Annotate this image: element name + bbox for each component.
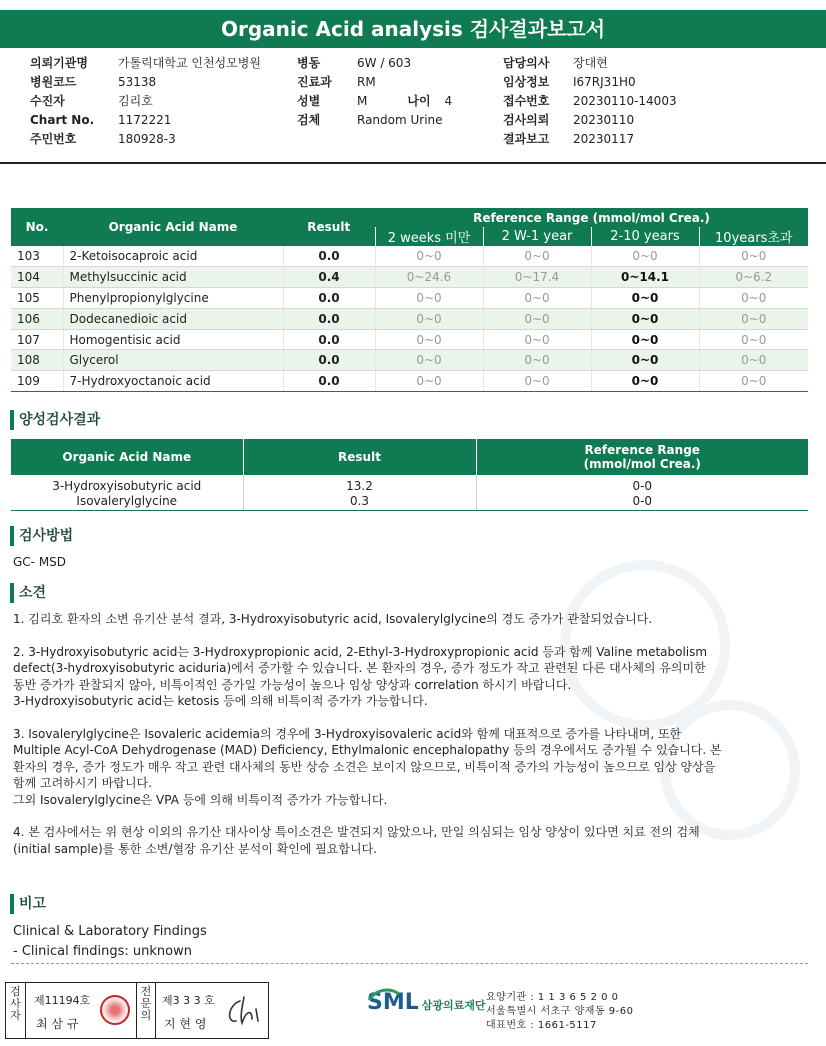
finding-paragraph-2 [13, 644, 803, 710]
table-row [11, 371, 808, 392]
row-name: Methylsuccinic acid [63, 267, 283, 288]
table-row [11, 288, 808, 309]
col-header-reference [476, 439, 808, 475]
row-no: 104 [11, 267, 63, 288]
row-name: 7-Hydroxyoctanoic acid [63, 371, 283, 392]
row-ref: 0~0 [699, 371, 808, 392]
finding-line: 환자의 경우, 증가 정도가 매우 작고 관련 대사체의 동반 상승 소견은 보이지 않으므로, 비특이적 증가의 가능성이 높으므로 임상 양상을 [13, 759, 716, 774]
row-ref: 0~0 [483, 371, 591, 392]
row-ref: 0~0 [483, 246, 591, 267]
row-no: 109 [11, 371, 63, 392]
row-name: 2-Ketoisocaproic acid [63, 246, 283, 267]
sml-logo [367, 990, 486, 1015]
positive-results-table [11, 439, 808, 511]
finding-line: 3-Hydroxyisobutyric acid는 ketosis 등에 의해 비특이적 증가가 가능합니다. [13, 694, 428, 708]
row-result: 0.0 [283, 329, 375, 350]
row-name: Dodecanedioic acid [63, 308, 283, 329]
col-header-result: Result [283, 208, 375, 246]
row-ref: 0~0 [699, 288, 808, 309]
report-title: Organic Acid analysis 검사결과보고서 [0, 10, 826, 48]
approver-label-char: 전 [140, 985, 152, 998]
finding-line: 3. Isovalerylglycine은 Isovaleric acidemia의 경우에 3-Hydroxyisovaleric acid와 함께 대표적으로 증가를 나타내며, 또한 [13, 726, 682, 741]
header-divider [0, 162, 826, 164]
row-no: 106 [11, 308, 63, 329]
examiner-label-char: 검 [10, 985, 21, 998]
approver-label-char: 문 [140, 997, 152, 1010]
examiner-label [6, 983, 26, 1038]
seal-stamp-icon [100, 995, 130, 1025]
table-row [11, 493, 808, 510]
row-ref: 0~0 [483, 308, 591, 329]
row-ref: 0-0 [476, 493, 808, 510]
col-header-name: Organic Acid Name [11, 439, 243, 475]
row-ref: 0~0 [375, 371, 483, 392]
footer-line: 대표번호 : 1661-5117 [486, 1020, 597, 1031]
info-column-3 [503, 54, 677, 149]
row-result: 0.0 [283, 308, 375, 329]
row-ref-active: 0~0 [591, 288, 699, 309]
finding-line: Multiple Acyl-CoA Dehydrogenase (MAD) Deficiency, Ethylmalonic encephalopathy 등의 경우에서도 증가될 수 있습니다. 본 [13, 743, 722, 757]
footer-divider [11, 963, 808, 964]
remarks-line: - Clinical findings: unknown [13, 944, 192, 959]
table-row [11, 475, 808, 493]
info-label: Chart No. [30, 113, 95, 127]
info-label: 병원코드 [30, 75, 77, 89]
remarks-line: Clinical & Laboratory Findings [13, 924, 207, 939]
info-column-1 [30, 54, 261, 149]
info-label: 접수번호 [503, 94, 550, 108]
col-header-name: Organic Acid Name [63, 208, 283, 246]
logo-sml-text: SML [367, 990, 419, 1015]
row-name: 3-Hydroxyisobutyric acid [52, 479, 202, 493]
row-ref: 0~0 [699, 308, 808, 329]
examiner-label-char: 사 [10, 997, 21, 1010]
finding-line: 그외 Isovalerylglycine은 VPA 등에 의해 비특이적 증가가 가능합니다. [13, 792, 388, 807]
row-name: Isovalerylglycine [11, 493, 243, 510]
info-label: 병동 [297, 56, 321, 70]
logo-swoosh-icon [367, 986, 401, 1006]
positive-results-heading: 양성검사결과 [10, 410, 100, 430]
approver-label-char: 의 [140, 1009, 152, 1022]
row-result: 0.0 [283, 350, 375, 371]
findings-heading: 소견 [10, 583, 46, 603]
row-ref: 0~0 [375, 246, 483, 267]
info-value: M [357, 94, 368, 108]
col-header-reference: Reference Range (mmol/mol Crea.) [375, 208, 808, 227]
info-label: 진료과 [297, 75, 332, 89]
info-label: 성별 [297, 94, 321, 108]
info-value: 1172221 [118, 113, 172, 127]
info-value: 20230110 [573, 113, 635, 127]
row-ref: 0~0 [699, 246, 808, 267]
row-ref: 0~0 [483, 350, 591, 371]
row-ref-active: 0~0 [591, 371, 699, 392]
table-row [11, 246, 808, 267]
info-label: 주민번호 [30, 132, 77, 146]
info-value: 가톨릭대학교 인천성모병원 [118, 56, 261, 70]
examiner-name: 최 삼 규 [36, 1017, 79, 1031]
row-no: 108 [11, 350, 63, 371]
approver-id: 제3 3 3 호 [162, 994, 215, 1007]
table-row [11, 267, 808, 288]
row-ref: 0~0 [375, 288, 483, 309]
footer-line: 서울특별시 서초구 양재동 9-60 [486, 1006, 634, 1017]
info-label: 결과보고 [503, 132, 550, 146]
row-result: 0.4 [283, 267, 375, 288]
row-ref: 0~0 [699, 350, 808, 371]
table-row [11, 308, 808, 329]
ref-header-line: Reference Range [584, 443, 700, 457]
finding-paragraph-1 [13, 611, 803, 628]
row-ref: 0~17.4 [483, 267, 591, 288]
info-label: 검사의뢰 [503, 113, 550, 127]
row-ref: 0~0 [483, 329, 591, 350]
approver-label [136, 983, 156, 1038]
col-header-no: No. [11, 208, 63, 246]
row-ref: 0~0 [375, 350, 483, 371]
row-ref: 0~0 [375, 329, 483, 350]
row-name: Glycerol [63, 350, 283, 371]
row-ref: 0~6.2 [699, 267, 808, 288]
info-label: 담당의사 [503, 56, 550, 70]
row-result: 13.2 [243, 475, 476, 493]
finding-paragraph-4 [13, 824, 803, 857]
info-value: Random Urine [357, 113, 443, 127]
info-value: 20230110-14003 [573, 94, 677, 108]
info-value: 6W / 603 [357, 56, 412, 70]
finding-line: 함께 고려하시기 바랍니다. [13, 776, 152, 790]
ref-header-line: (mmol/mol Crea.) [583, 457, 701, 471]
row-ref: 0~0 [699, 329, 808, 350]
logo-org-name: 삼광의료재단 [421, 999, 486, 1012]
examiner-id: 제11194호 [34, 994, 91, 1007]
row-ref-active: 0~0 [591, 308, 699, 329]
subheader-age-range: 2 W-1 year [483, 227, 591, 246]
row-ref: 0~0 [375, 308, 483, 329]
col-header-result: Result [243, 439, 476, 475]
examiner-label-char: 자 [10, 1009, 21, 1022]
signature-icon [220, 993, 266, 1031]
age-label: 나이 [407, 94, 431, 108]
row-ref-active: 0~14.1 [591, 267, 699, 288]
signature-box [5, 982, 269, 1039]
row-result: 0.0 [283, 288, 375, 309]
row-no: 107 [11, 329, 63, 350]
row-name: Phenylpropionylglycine [63, 288, 283, 309]
row-result: 0.0 [283, 371, 375, 392]
row-no: 103 [11, 246, 63, 267]
row-result: 0.0 [283, 246, 375, 267]
method-text: GC- MSD [13, 555, 67, 569]
remarks-heading: 비고 [10, 894, 46, 914]
row-name: Homogentisic acid [63, 329, 283, 350]
row-ref: 0~0 [591, 246, 699, 267]
info-label: 임상정보 [503, 75, 550, 89]
finding-line: 4. 본 검사에서는 위 현상 이외의 유기산 대사이상 특이소견은 발견되지 않았으나, 만일 의심되는 임상 양상이 있다면 치료 전의 검체 [13, 825, 700, 839]
row-ref: 0-0 [476, 475, 808, 493]
subheader-age-range: 10years초과 [699, 227, 808, 246]
findings-body [13, 611, 803, 873]
row-result: 0.3 [243, 493, 476, 510]
subheader-age-range: 2 weeks 미만 [375, 227, 483, 246]
approver-name: 지 현 영 [164, 1017, 207, 1031]
footer-info [486, 991, 634, 1033]
info-label: 수진자 [30, 94, 65, 108]
row-ref: 0~24.6 [375, 267, 483, 288]
info-value: 53138 [118, 75, 157, 89]
finding-line: 2. 3-Hydroxyisobutyric acid는 3-Hydroxypropionic acid, 2-Ethyl-3-Hydroxypropionic acid 등과 함께 Valine metabolism [13, 644, 708, 659]
info-value: 20230117 [573, 132, 635, 146]
info-value: I67RJ31H0 [573, 75, 636, 89]
row-ref-active: 0~0 [591, 350, 699, 371]
info-label: 의뢰기관명 [30, 56, 88, 70]
info-value: 180928-3 [118, 132, 176, 146]
method-heading: 검사방법 [10, 526, 73, 546]
footer-line: 요양기관 : 1 1 3 6 5 2 0 0 [486, 992, 619, 1003]
table-row [11, 329, 808, 350]
subheader-age-range: 2-10 years [591, 227, 699, 246]
finding-line: (initial sample)를 통한 소변/혈장 유기산 분석이 확인에 필요합니다. [13, 841, 377, 856]
row-ref-active: 0~0 [591, 329, 699, 350]
info-column-2 [297, 54, 452, 130]
row-no: 105 [11, 288, 63, 309]
organic-acid-table [11, 208, 808, 392]
info-value: 장대현 [573, 56, 608, 70]
finding-line: defect(3-hydroxyisobutyric aciduria)에서 증가할 수 있습니다. 본 환자의 경우, 증가 정도가 작고 관련된 다른 대사체의 유의미한 [13, 661, 706, 675]
info-label: 검체 [297, 113, 321, 127]
remarks-body [13, 922, 803, 962]
info-value: 김리호 [118, 94, 153, 108]
finding-line: 1. 김리호 환자의 소변 유기산 분석 결과, 3-Hydroxyisobutyric acid, Isovalerylglycine의 경도 증가가 관찰되었습니다. [13, 612, 653, 626]
row-ref: 0~0 [483, 288, 591, 309]
info-value: RM [357, 75, 376, 89]
finding-paragraph-3 [13, 726, 803, 809]
table-row [11, 350, 808, 371]
finding-line: 동반 증가가 관찰되지 않아, 비특이적인 증가일 가능성이 높으나 임상 양상과 correlation 하시기 바랍니다. [13, 677, 572, 692]
age-value: 4 [444, 94, 453, 108]
